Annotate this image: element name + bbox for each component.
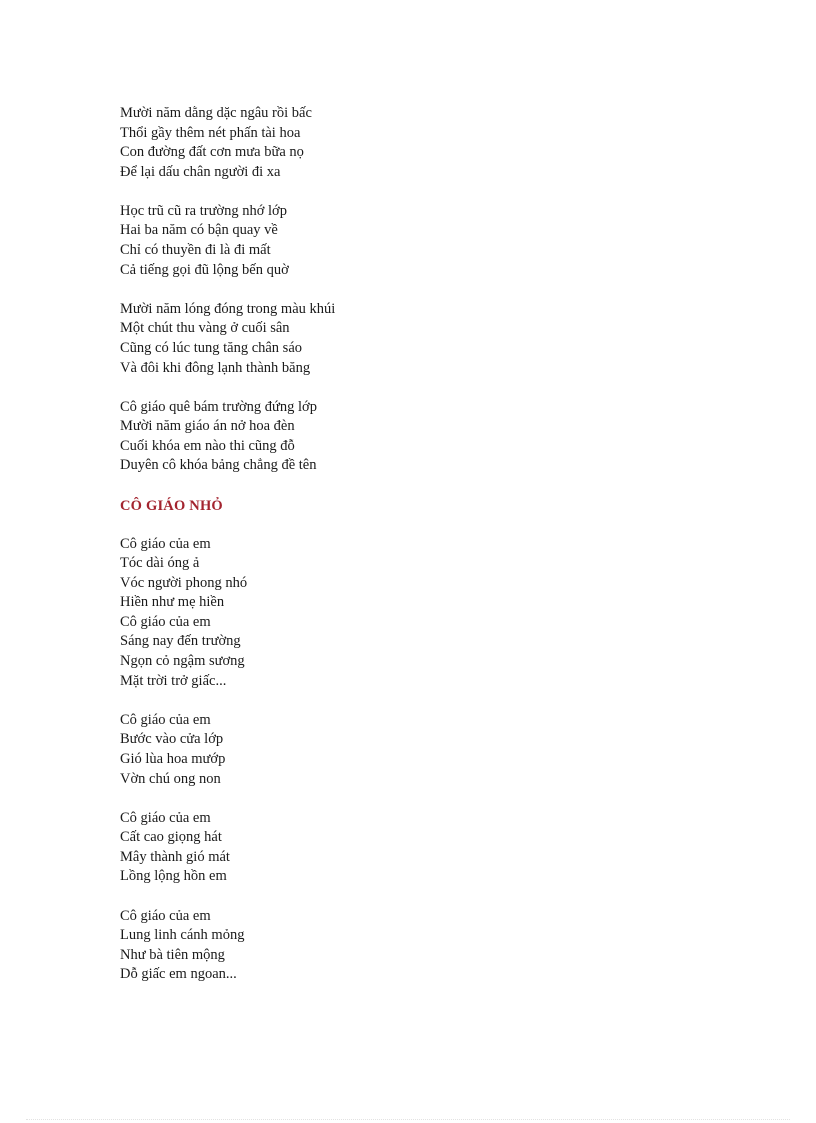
poem-line: Vóc người phong nhó (120, 574, 248, 591)
poem-co-giao-nho (120, 496, 720, 985)
page-bottom-divider (26, 1119, 790, 1120)
stanza (120, 809, 720, 887)
poem-line: Cô giáo của em (120, 809, 211, 826)
poem-line: Lồng lộng hồn em (120, 868, 227, 885)
poem-untitled (120, 104, 720, 476)
poem-line: Và đôi khi đông lạnh thành băng (120, 359, 311, 376)
poem-line: Gió lùa hoa mướp (120, 750, 226, 767)
poem-line: Sáng nay đến trường (120, 633, 241, 650)
poem-line: Hiền như mẹ hiền (120, 594, 225, 611)
poem-line: Cuối khóa em nào thi cũng đỗ (120, 437, 295, 454)
poem-line: Cả tiếng gọi đũ lộng bến quờ (120, 261, 289, 278)
poem-line: Như bà tiên mộng (120, 946, 225, 963)
poem-line: Lung linh cánh mỏng (120, 927, 245, 944)
poem-line: Tóc dài óng ả (120, 555, 200, 572)
poem-line: Mặt trời trở giấc... (120, 672, 227, 689)
poem-line: Cũng có lúc tung tăng chân sáo (120, 339, 303, 356)
poem-line: Mười năm dằng dặc ngâu rồi bấc (120, 105, 312, 121)
poem-line: Duyên cô khóa bảng chẳng đề tên (120, 457, 317, 474)
poem-line: Cô giáo quê bám trường đứng lớp (120, 398, 317, 415)
poem-line: Học trũ cũ ra trường nhớ lớp (120, 202, 287, 219)
poem-line: Bước vào cửa lớp (120, 731, 224, 748)
poem-line: Cô giáo của em (120, 711, 211, 728)
stanza (120, 535, 720, 692)
stanza (120, 398, 720, 476)
stanza (120, 202, 720, 280)
stanza (120, 711, 720, 789)
poem-line: Mười năm giáo án nở hoa đèn (120, 418, 295, 435)
poem-line: Ngọn cỏ ngậm sương (120, 653, 245, 670)
poem-line: Vờn chú ong non (120, 770, 221, 787)
stanza (120, 104, 720, 182)
poem-line: Hai ba năm có bận quay về (120, 222, 278, 239)
document-body (120, 104, 720, 1004)
stanza (120, 300, 720, 378)
poem-line: Thổi gầy thêm nét phấn tài hoa (120, 124, 301, 141)
poem-line: Một chút thu vàng ở cuối sân (120, 320, 290, 337)
poem-line: Dỗ giấc em ngoan... (120, 966, 237, 983)
poem-line: Con đường đất cơn mưa bữa nọ (120, 144, 304, 161)
poem-line: Mười năm lóng đóng trong màu khúi (120, 300, 336, 317)
poem-line: Để lại dấu chân người đi xa (120, 163, 281, 180)
poem-line: Cô giáo của em (120, 907, 211, 924)
poem-title: CÔ GIÁO NHỎ (120, 497, 223, 514)
poem-line: Mây thành gió mát (120, 848, 230, 865)
stanza (120, 907, 720, 985)
poem-line: Cô giáo của em (120, 613, 211, 630)
poem-line: Cô giáo của em (120, 535, 211, 552)
poem-line: Chỉ có thuyền đi là đi mất (120, 242, 271, 259)
poem-line: Cất cao giọng hát (120, 829, 222, 846)
